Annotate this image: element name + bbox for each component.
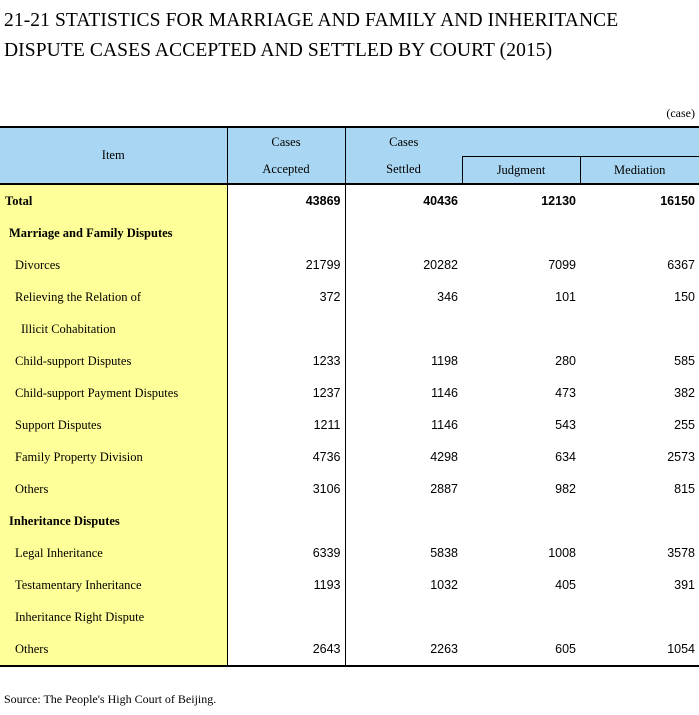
cell-settled: 2263 — [345, 633, 462, 666]
cell-mediation: 3578 — [667, 546, 695, 560]
row-label: Child-support Payment Disputes — [0, 377, 227, 409]
cell-settled — [345, 601, 462, 633]
cell-settled: 20282 — [423, 258, 458, 272]
table-row — [0, 249, 699, 281]
cell-judgment: 405 — [555, 578, 576, 592]
cell-settled: 346 — [437, 290, 458, 304]
cell-mediation: 255 — [674, 418, 695, 432]
row-label: Total — [0, 184, 227, 217]
statistics-table — [0, 126, 699, 667]
cell-judgment: 634 — [555, 450, 576, 464]
cell-judgment: 101 — [555, 290, 576, 304]
row-label: Testamentary Inheritance — [0, 569, 227, 601]
unit-label: (case) — [666, 106, 695, 120]
cell-accepted: 3106 — [227, 473, 345, 505]
cell-judgment: 982 — [555, 482, 576, 496]
header-cases-settled-top: Cases — [345, 127, 462, 157]
cell-settled: 40436 — [423, 194, 458, 208]
cell-accepted: 1233 — [227, 345, 345, 377]
cell-judgment — [462, 505, 580, 537]
cell-mediation: 150 — [674, 290, 695, 304]
cell-mediation: 6367 — [667, 258, 695, 272]
table-row — [0, 601, 699, 633]
cell-settled: 1198 — [431, 354, 458, 368]
header-blank — [462, 127, 580, 157]
page-title: 21-21 STATISTICS FOR MARRIAGE AND FAMILY AND INHERITANCE DISPUTE CASES ACCEPTED AND SETTLED BY COURT (2015) — [4, 10, 619, 61]
row-label: Support Disputes — [0, 409, 227, 441]
header-mediation: Mediation — [580, 157, 699, 185]
cell-accepted: 372 — [227, 281, 345, 313]
cell-mediation: 1054 — [580, 633, 699, 666]
row-label: Child-support Disputes — [0, 345, 227, 377]
header-accepted: Accepted — [227, 157, 345, 185]
cell-mediation — [580, 505, 699, 537]
table-row — [0, 505, 699, 537]
cell-settled: 1032 — [430, 578, 458, 592]
row-label: Inheritance Right Dispute — [0, 601, 227, 633]
header-settled: Settled — [345, 157, 462, 185]
row-label: Inheritance Disputes — [0, 505, 227, 537]
cell-accepted: 1211 — [227, 409, 345, 441]
cell-accepted — [227, 217, 345, 249]
header-blank-2 — [580, 127, 699, 157]
table-row — [0, 281, 699, 313]
cell-mediation: 815 — [674, 482, 695, 496]
header-cases-accepted-top: Cases — [227, 127, 345, 157]
cell-mediation: 391 — [674, 578, 695, 592]
row-label: Legal Inheritance — [0, 537, 227, 569]
source-note: Source: The People's High Court of Beijing. — [4, 692, 217, 706]
cell-judgment — [462, 313, 580, 345]
header-item: Item — [0, 127, 227, 184]
cell-judgment — [462, 601, 580, 633]
table-row — [0, 313, 699, 345]
cell-settled: 1146 — [431, 386, 458, 400]
cell-mediation: 382 — [674, 386, 695, 400]
row-label: Divorces — [0, 249, 227, 281]
cell-settled — [345, 217, 462, 249]
cell-judgment — [462, 217, 580, 249]
cell-settled: 4298 — [430, 450, 458, 464]
cell-settled: 2887 — [430, 482, 458, 496]
table-header — [0, 127, 699, 184]
cell-mediation — [580, 313, 699, 345]
cell-settled — [345, 313, 462, 345]
cell-accepted: 43869 — [227, 184, 345, 217]
cell-settled: 1146 — [431, 418, 458, 432]
cell-judgment: 543 — [555, 418, 576, 432]
cell-judgment: 1008 — [548, 546, 576, 560]
cell-mediation: 585 — [674, 354, 695, 368]
cell-accepted — [227, 313, 345, 345]
cell-accepted: 1193 — [227, 569, 345, 601]
cell-judgment: 7099 — [548, 258, 576, 272]
cell-mediation: 2573 — [667, 450, 695, 464]
cell-accepted: 4736 — [227, 441, 345, 473]
row-label: Relieving the Relation of — [0, 281, 227, 313]
table-row — [0, 569, 699, 601]
table-row — [0, 217, 699, 249]
row-label: Illicit Cohabitation — [0, 313, 227, 345]
cell-judgment: 280 — [555, 354, 576, 368]
table-row — [0, 473, 699, 505]
row-label: Others — [0, 633, 227, 666]
cell-mediation — [580, 601, 699, 633]
header-judgment: Judgment — [462, 157, 580, 185]
table-row — [0, 409, 699, 441]
cell-accepted — [227, 505, 345, 537]
cell-accepted — [227, 601, 345, 633]
row-label: Family Property Division — [0, 441, 227, 473]
cell-judgment: 12130 — [541, 194, 576, 208]
row-label: Marriage and Family Disputes — [0, 217, 227, 249]
cell-mediation — [580, 217, 699, 249]
cell-settled: 5838 — [430, 546, 458, 560]
cell-accepted: 1237 — [227, 377, 345, 409]
table-row — [0, 377, 699, 409]
table-row — [0, 441, 699, 473]
table-row — [0, 345, 699, 377]
cell-accepted: 21799 — [227, 249, 345, 281]
cell-accepted: 2643 — [227, 633, 345, 666]
table-row — [0, 184, 699, 217]
row-label: Others — [0, 473, 227, 505]
cell-settled — [345, 505, 462, 537]
cell-judgment: 473 — [555, 386, 576, 400]
table-row — [0, 633, 699, 666]
table-row — [0, 537, 699, 569]
cell-judgment: 605 — [462, 633, 580, 666]
cell-accepted: 6339 — [227, 537, 345, 569]
cell-mediation: 16150 — [660, 194, 695, 208]
